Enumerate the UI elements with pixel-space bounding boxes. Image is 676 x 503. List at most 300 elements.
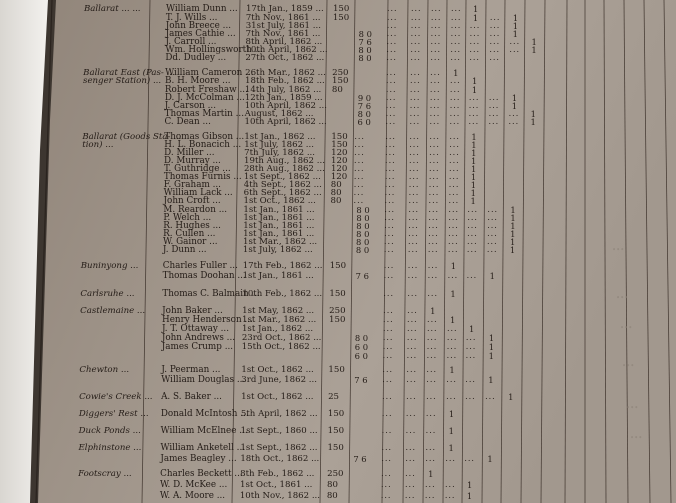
appointment-date: 10th Nov., 1862 ... (239, 491, 321, 501)
tally-cell: ... (486, 245, 498, 254)
tally-cell: ... (450, 21, 462, 30)
tally-cell: ... (428, 172, 440, 181)
tally-cell: 1 (531, 45, 537, 55)
tally-cell: ... (407, 245, 419, 254)
station-name: Ballarat (Goods Sta- ... (82, 132, 182, 142)
tally-cell: ... (449, 132, 460, 141)
employee-name: John Breece ... (165, 21, 232, 31)
svg-text:•••: ••• (612, 246, 625, 254)
tally-cell: ... (427, 315, 438, 324)
tally-cell: ... (353, 188, 365, 197)
svg-text:•••: ••• (622, 362, 635, 370)
tally-cell: ... (406, 351, 418, 360)
tally-cell: ... (427, 271, 439, 280)
tally-cell: ... (408, 213, 419, 222)
employee-name: Charles Beckett ... (160, 469, 243, 479)
tally-cell: 8 0 (358, 53, 372, 63)
tally-cell: ... (447, 271, 459, 280)
employee-name: John Andrews ... (161, 333, 236, 343)
salary-pounds: 150 (327, 426, 345, 436)
tally-cell: ... (427, 261, 439, 270)
employee-name: Henry Henderson ... (162, 315, 253, 325)
appointment-date: 18th Feb., 1862 ... (245, 76, 325, 86)
tally-cell: ... (405, 409, 417, 418)
tally-cell: ... (385, 117, 397, 126)
tally-cell: 1 (472, 4, 479, 14)
tally-cell: ... (380, 480, 392, 489)
tally-cell: 1 (511, 93, 518, 103)
appointment-date: 1st Jan., 1861 ... (243, 213, 315, 223)
salary-pounds: 150 (329, 289, 346, 299)
tally-cell: ... (381, 426, 393, 435)
tally-cell: ... (385, 140, 396, 149)
station-name: Duck Ponds ... (78, 426, 141, 436)
appointment-date: 14th July, 1862 ... (244, 85, 322, 95)
tally-cell: 1 (468, 324, 475, 334)
tally-cell: 8 0 (355, 245, 370, 255)
tally-cell: ... (489, 21, 501, 30)
salary-pounds: 150 (332, 13, 350, 23)
tally-cell: ... (465, 392, 476, 401)
tally-cell: ... (450, 53, 461, 62)
employee-name: John Croft ... (163, 196, 221, 206)
tally-cell: 1 (430, 306, 436, 316)
tally-cell: ... (449, 109, 461, 118)
appointment-date: 31st July, 1861 ... (245, 21, 321, 31)
tally-cell: ... (353, 172, 365, 181)
appointment-date: 1st Jan., 1861 ... (243, 229, 315, 239)
tally-cell: ... (467, 237, 478, 246)
tally-cell: ... (450, 45, 462, 54)
employee-name: William Cameron ... (165, 68, 254, 78)
tally-cell: ... (410, 53, 421, 62)
tally-cell: ... (450, 76, 461, 85)
salary-pounds: 150 (327, 409, 345, 419)
tally-cell: ... (385, 85, 397, 94)
tally-cell: ... (384, 221, 395, 230)
tally-cell: ... (382, 324, 394, 333)
tally-cell: 1 (470, 164, 477, 174)
tally-cell: ... (406, 392, 417, 401)
salary-pounds: 80 (330, 180, 342, 190)
employee-name: Donald McIntosh ... (160, 409, 249, 419)
tally-cell: 8 0 (356, 237, 370, 247)
appointment-date: 6th Sept., 1862 ... (243, 188, 322, 198)
tally-cell: ... (384, 188, 396, 197)
tally-cell: ... (409, 132, 420, 141)
tally-cell: ... (386, 68, 397, 77)
tally-cell: ... (448, 205, 460, 214)
tally-cell: ... (404, 491, 416, 500)
tally-cell: 1 (487, 454, 493, 464)
tally-cell: ... (383, 245, 395, 254)
appointment-date: 1st Oct., 1862 ... (241, 365, 314, 375)
tally-cell: ... (430, 4, 442, 13)
appointment-date: 7th July, 1862 ... (244, 148, 316, 158)
employee-name: J. Carroll ... (165, 37, 217, 47)
tally-cell: ... (405, 454, 416, 463)
tally-cell: 6 0 (357, 117, 371, 127)
tally-cell: ... (449, 117, 461, 126)
tally-cell: ... (448, 172, 460, 181)
tally-cell: ... (450, 37, 462, 46)
employee-name: M. Reardon ... (163, 205, 228, 215)
tally-cell: ... (508, 117, 520, 126)
employee-name: William Anketell ... (160, 443, 246, 453)
tally-cell: ... (353, 196, 365, 205)
tally-cell: ... (489, 13, 501, 22)
tally-cell: ... (428, 180, 440, 189)
tally-cell: ... (384, 229, 395, 238)
tally-cell: ... (353, 164, 365, 173)
employee-name: J. Peerman ... (161, 365, 221, 375)
tally-cell: 1 (450, 289, 456, 299)
tally-cell: ... (354, 156, 365, 165)
tally-cell: 9 0 (357, 93, 372, 103)
appointment-date: 3rd June, 1862 ... (241, 375, 317, 385)
station-name: Buninyong ... (80, 261, 139, 271)
appointment-date: 19th Aug., 1862 ... (244, 156, 325, 166)
tally-cell: 1 (471, 148, 477, 158)
appointment-date: 18th Oct., 1862 ... (240, 454, 320, 464)
appointment-date: 1st Jan., 1862 ... (241, 324, 314, 334)
tally-cell: ... (353, 180, 365, 189)
tally-cell: ... (383, 271, 395, 280)
tally-cell: ... (407, 261, 419, 270)
tally-cell: ... (409, 93, 421, 102)
tally-cell: ... (467, 229, 478, 238)
tally-cell: ... (449, 148, 460, 157)
tally-cell: ... (425, 409, 437, 418)
tally-cell: ... (385, 93, 397, 102)
employee-name: T. Guthridge ... (163, 164, 231, 174)
employee-name: W. Gainor ... (163, 237, 218, 247)
tally-cell: ... (410, 37, 422, 46)
appointment-date: 28th Aug., 1862 ... (243, 164, 325, 174)
appointment-date: 7th Nov., 1861 ... (245, 13, 321, 23)
tally-cell: ... (509, 37, 521, 46)
salary-pounds: 80 (331, 85, 343, 95)
tally-cell: 1 (428, 469, 434, 479)
svg-text:•••: ••• (620, 324, 633, 332)
appointment-date: 1st Jan., 1861 ... (243, 205, 315, 215)
tally-cell: ... (408, 205, 420, 214)
station-name: Ballarat ... ... (83, 4, 141, 14)
appointment-date: 1st Jan., 1861 ... (243, 221, 315, 231)
salary-pounds: 150 (327, 443, 344, 453)
tally-cell: 1 (466, 480, 473, 490)
salary-pounds: 80 (326, 491, 338, 501)
tally-cell: 7 6 (358, 37, 372, 47)
tally-cell: ... (465, 351, 477, 360)
tally-cell: ... (426, 365, 438, 374)
tally-cell: ... (404, 480, 416, 489)
tally-cell: ... (430, 37, 442, 46)
tally-cell: ... (430, 21, 442, 30)
employee-name: D. J. McColman ... (164, 93, 245, 103)
tally-cell: 1 (530, 117, 536, 127)
tally-cell: 8 0 (356, 213, 370, 223)
station-name: Ballarat East (Pas- ... (83, 68, 175, 78)
tally-cell: ... (354, 148, 365, 157)
salary-pounds: 120 (331, 148, 348, 158)
tally-cell: ... (428, 164, 440, 173)
tally-cell: ... (384, 213, 395, 222)
tally-cell: 1 (488, 342, 495, 352)
tally-cell: ... (408, 164, 420, 173)
employee-name: William Dunn ... (165, 4, 238, 14)
tally-cell: 7 6 (353, 454, 367, 464)
employee-name: Thomas Martin ... (164, 109, 245, 119)
tally-cell: ... (467, 213, 478, 222)
employee-name: Thomas Furnis ... (163, 172, 242, 182)
appointment-date: 1st Mar., 1862 ... (242, 315, 317, 325)
tally-cell: ... (446, 333, 458, 342)
employee-name: Thomas C. Balmain ... (162, 289, 260, 299)
tally-cell: ... (448, 237, 459, 246)
employee-name: Thomas Doohan ... (162, 271, 246, 281)
appointment-date: 1st Sept., 1862 ... (240, 443, 318, 453)
tally-cell: 1 (471, 140, 477, 150)
appointment-date: 10th April, 1862 ... (245, 45, 328, 55)
employee-name: James Cathie ... (165, 29, 236, 39)
tally-cell: ... (446, 351, 458, 360)
appointment-date: 1st Oct., 1862 ... (243, 196, 316, 206)
tally-cell: ... (465, 342, 477, 351)
tally-cell: ... (450, 13, 462, 22)
tally-cell: ... (384, 180, 396, 189)
employee-name: H. L. Bonacich ... (164, 140, 242, 150)
tally-cell: 1 (510, 205, 516, 215)
tally-cell: ... (426, 351, 438, 360)
employee-name: J. Carson ... (164, 101, 216, 111)
tally-cell: ... (444, 491, 456, 500)
tally-cell: ... (446, 324, 458, 333)
tally-cell: ... (424, 491, 436, 500)
tally-cell: 1 (530, 109, 536, 119)
tally-cell: ... (430, 76, 441, 85)
station-name: Castlemaine ... (80, 306, 146, 316)
tally-cell: ... (425, 443, 437, 452)
tally-cell: 1 (512, 13, 519, 23)
tally-cell: ... (407, 289, 419, 298)
tally-cell: 1 (510, 237, 516, 247)
tally-cell: ... (468, 101, 480, 110)
salary-pounds: 150 (329, 315, 346, 325)
tally-cell: ... (382, 342, 394, 351)
tally-cell: ... (426, 342, 438, 351)
salary-pounds: 250 (329, 306, 346, 316)
tally-cell: ... (446, 342, 458, 351)
tally-cell: ... (409, 117, 421, 126)
employee-name: B. H. Moore ... (165, 76, 231, 86)
tally-cell: ... (488, 109, 500, 118)
tally-cell: ... (383, 315, 394, 324)
appointment-date: 5th April, 1862 ... (240, 409, 318, 419)
tally-cell: 1 (489, 271, 495, 281)
tally-cell: ... (448, 164, 460, 173)
tally-cell: ... (450, 4, 462, 13)
tally-cell: ... (386, 21, 398, 30)
tally-cell: ... (381, 409, 393, 418)
tally-cell: 1 (512, 29, 518, 39)
tally-cell: ... (487, 213, 498, 222)
tally-cell: ... (406, 324, 418, 333)
tally-cell: ... (449, 140, 460, 149)
tally-cell: ... (489, 37, 501, 46)
tally-cell: ... (406, 342, 418, 351)
tally-cell: ... (384, 205, 396, 214)
salary-pounds: 150 (331, 132, 348, 142)
tally-cell: ... (385, 132, 396, 141)
tally-cell: ... (429, 93, 441, 102)
tally-cell: ... (466, 245, 478, 254)
appointment-date: 1st Mar., 1862 ... (243, 237, 318, 247)
employee-name: D. Murray ... (164, 156, 221, 166)
tally-cell: ... (428, 196, 440, 205)
employee-name: Dd. Dudley ... (165, 53, 227, 63)
tally-cell: ... (429, 117, 441, 126)
appointment-date: 7th Nov., 1861 ... (245, 29, 321, 39)
tally-cell: 1 (472, 76, 478, 86)
employee-name: W. D. McKee ... (159, 480, 228, 490)
appointment-date: 8th Feb., 1862 ... (240, 469, 315, 479)
tally-cell: ... (426, 333, 438, 342)
appointment-date: 1st Sept., 1862 ... (243, 172, 321, 182)
tally-cell: 8 0 (356, 221, 370, 231)
appointment-date: 1st Jan., 1861 ... (242, 271, 314, 281)
tally-cell: 1 (448, 409, 455, 419)
tally-cell: ... (465, 375, 476, 384)
tally-cell: ... (430, 13, 442, 22)
tally-cell: ... (428, 221, 439, 230)
tally-cell: 7 6 (355, 271, 369, 281)
tally-cell: ... (448, 196, 460, 205)
tally-cell: ... (427, 245, 439, 254)
employee-name: William Lack ... (163, 188, 233, 198)
tally-cell: 1 (470, 188, 476, 198)
employee-name: T. J. Wills ... (165, 13, 218, 23)
tally-cell: 1 (511, 101, 518, 111)
appointment-date: 10th Feb., 1862 ... (242, 289, 323, 299)
tally-cell: ... (446, 375, 457, 384)
tally-cell: ... (508, 109, 520, 118)
tally-cell: ... (354, 140, 365, 149)
tally-cell: 1 (471, 85, 478, 95)
tally-cell: ... (408, 172, 420, 181)
tally-cell: ... (384, 237, 395, 246)
appointment-date: 23rd Oct., 1862 ... (241, 333, 322, 343)
tally-cell: ... (406, 333, 418, 342)
tally-cell: ... (448, 188, 460, 197)
tally-cell: ... (386, 76, 397, 85)
appointment-date: 17th Feb., 1862 ... (242, 261, 323, 271)
tally-cell: ... (488, 93, 500, 102)
salary-pounds: 150 (328, 365, 345, 375)
tally-cell: ... (469, 37, 481, 46)
tally-cell: 7 6 (354, 375, 368, 385)
tally-cell: ... (408, 188, 420, 197)
tally-cell: ... (382, 375, 393, 384)
tally-cell: ... (449, 85, 461, 94)
tally-cell: ... (410, 29, 422, 38)
tally-cell: ... (448, 213, 459, 222)
tally-cell: 1 (531, 37, 537, 47)
station-name: Carlsruhe ... (80, 289, 135, 299)
tally-cell: ... (428, 213, 439, 222)
tally-cell: ... (448, 221, 459, 230)
tally-cell: ... (430, 53, 441, 62)
tally-cell: ... (386, 29, 398, 38)
tally-cell: ... (429, 140, 440, 149)
salary-pounds: 150 (329, 261, 347, 271)
tally-cell: ... (385, 156, 396, 165)
tally-cell: ... (408, 237, 419, 246)
salary-pounds: 150 (332, 76, 349, 86)
station-name: senger Station) ... (83, 76, 162, 86)
tally-cell: 1 (450, 261, 457, 271)
tally-cell: ... (383, 261, 395, 270)
tally-cell: ... (467, 205, 479, 214)
tally-cell: ... (428, 229, 439, 238)
tally-cell: ... (429, 85, 441, 94)
employee-name: F. Graham ... (163, 180, 221, 190)
appointment-date: 15th Oct., 1862 ... (241, 342, 321, 352)
tally-cell: ... (449, 93, 461, 102)
station-name: tion) ... (82, 140, 114, 150)
tally-cell: ... (408, 221, 419, 230)
tally-cell: ... (383, 306, 394, 315)
employee-name: J. Dunn ... (162, 245, 207, 255)
tally-cell: ... (410, 13, 422, 22)
tally-cell: ... (384, 196, 396, 205)
salary-pounds: 250 (327, 469, 344, 479)
employee-name: William Douglas ... (161, 375, 246, 385)
appointment-date: 1st Jan., 1862 ... (244, 132, 316, 142)
tally-cell: ... (489, 45, 501, 54)
tally-cell: ... (427, 289, 439, 298)
tally-cell: ... (429, 148, 440, 157)
tally-cell: ... (410, 45, 422, 54)
employee-name: R. Cullen ... (163, 229, 216, 239)
tally-cell: 6 0 (354, 351, 368, 361)
tally-cell: ... (444, 480, 456, 489)
tally-cell: ... (386, 13, 398, 22)
tally-cell: ... (405, 443, 417, 452)
appointment-date: 10th April, 1862 ... (244, 117, 327, 127)
tally-cell: ... (406, 365, 418, 374)
tally-cell: ... (410, 68, 421, 77)
svg-text:•••: ••• (630, 434, 643, 442)
tally-cell: ... (407, 271, 419, 280)
tally-cell: ... (386, 37, 398, 46)
appointment-date: August, 1862 ... (244, 109, 314, 119)
station-name: Diggers' Rest ... (78, 409, 149, 419)
tally-cell: ... (430, 68, 441, 77)
appointment-date: 1st July, 1862 ... (242, 245, 313, 255)
tally-cell: ... (409, 148, 420, 157)
tally-cell: 1 (472, 13, 479, 23)
tally-cell: ... (448, 180, 460, 189)
tally-cell: 1 (471, 156, 477, 166)
salary-pounds: 150 (332, 4, 350, 14)
tally-cell: ... (487, 221, 498, 230)
appointment-date: 27th Oct., 1862 ... (245, 53, 325, 63)
tally-cell: 1 (453, 68, 459, 78)
tally-cell: ... (467, 221, 478, 230)
tally-cell: ... (425, 454, 436, 463)
tally-cell: ... (488, 101, 500, 110)
